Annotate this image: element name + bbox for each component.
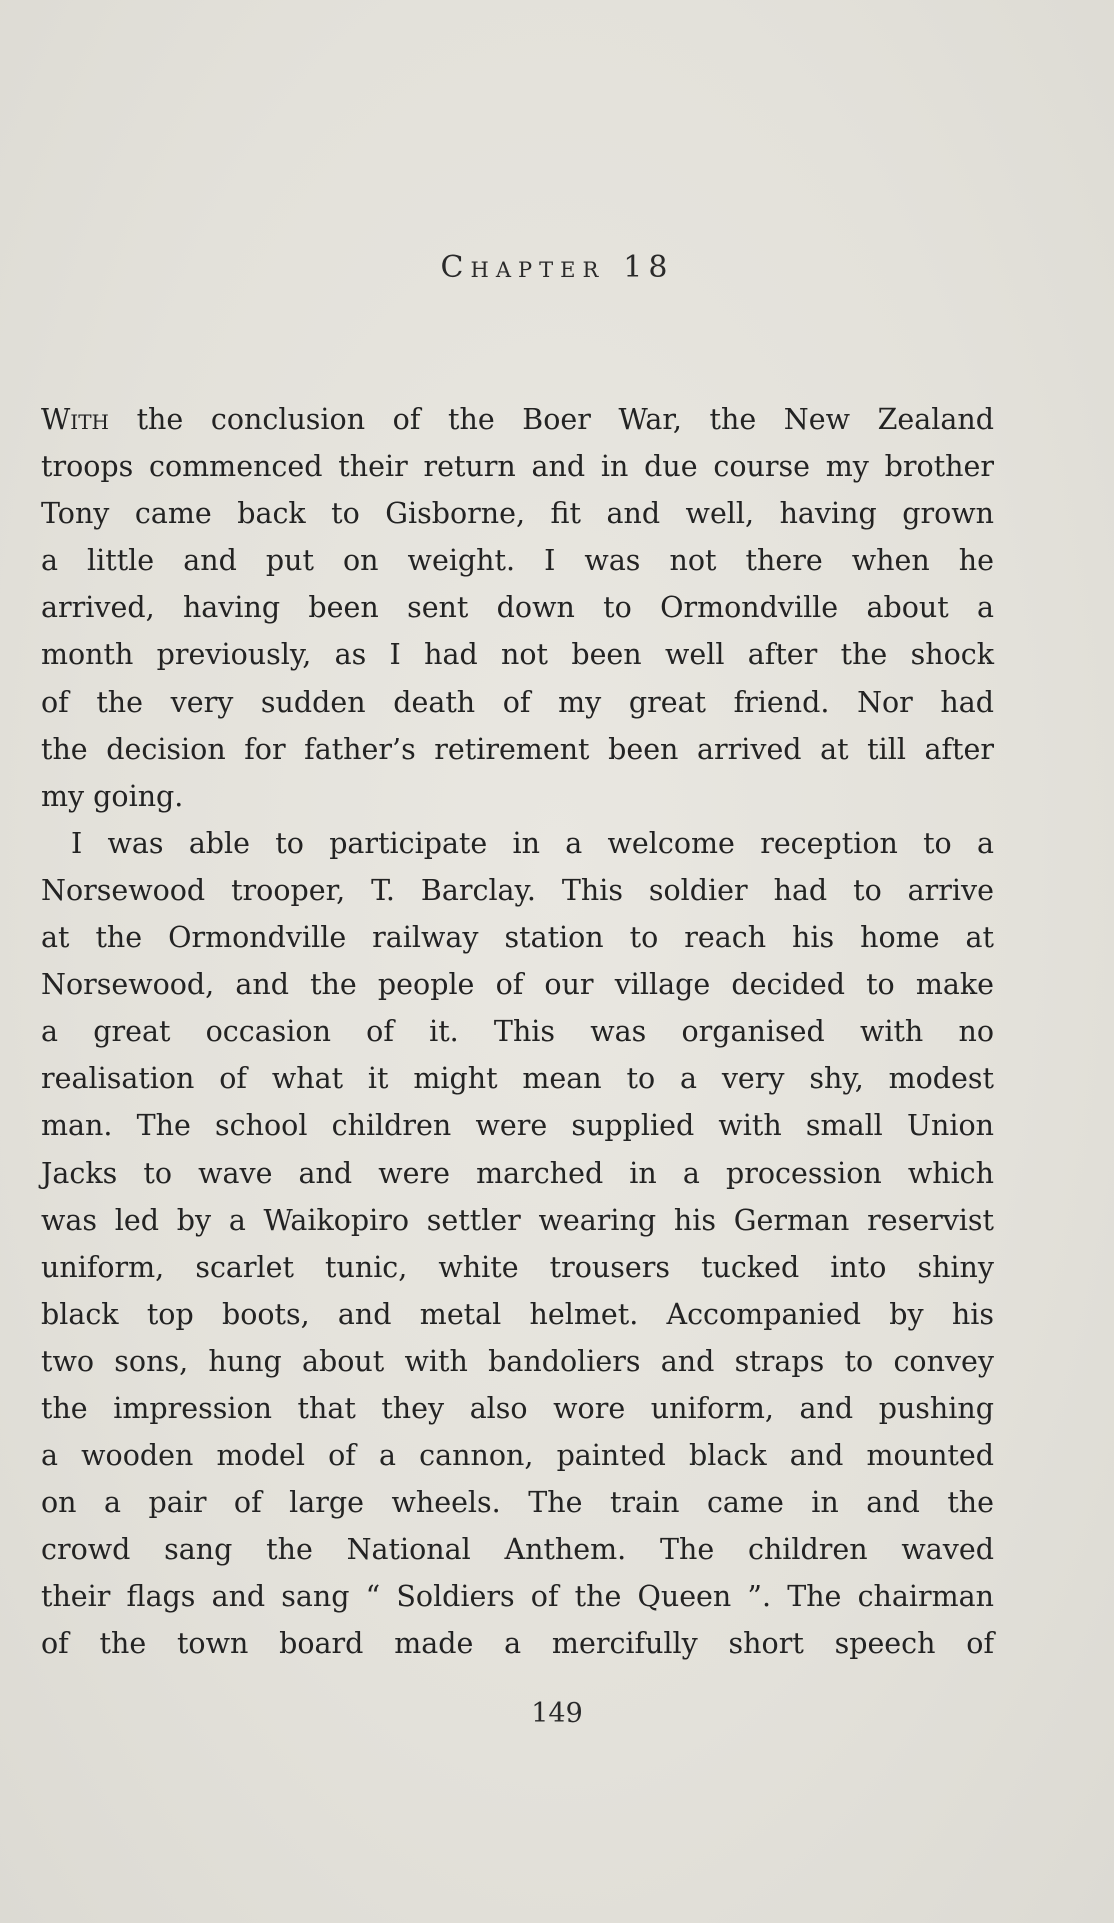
text-line: arrived, having been sent down to Ormondville about a [41,591,994,625]
text-line: Norsewood trooper, T. Barclay. This soldier had to arrive [41,873,994,907]
text-line: a great occasion of it. This was organised with no [41,1015,994,1049]
text-line: month previously, as I had not been well after the shock [41,638,994,672]
body-text [41,396,994,1668]
text-line: uniform, scarlet tunic, white trousers tucked into shiny [41,1250,994,1284]
text-line: Jacks to wave and were marched in a procession which [41,1156,994,1190]
text-line: crowd sang the National Anthem. The children waved [41,1533,994,1567]
text-line: two sons, hung about with bandoliers and straps to convey [41,1344,994,1378]
text-line: was led by a Waikopiro settler wearing his German reservist [41,1203,994,1237]
text-line: the decision for father’s retirement been arrived at till after [41,732,994,766]
chapter-label: Chapter [440,250,606,285]
text-line: their flags and sang “ Soldiers of the Queen ”. The chairman [41,1580,994,1614]
chapter-number: 18 [623,250,674,285]
chapter-heading [0,250,1114,285]
opening-word: With [41,403,109,436]
text-line: With the conclusion of the Boer War, the New Zealand [41,403,994,436]
text-line: of the very sudden death of my great friend. Nor had [41,685,994,719]
text-line: on a pair of large wheels. The train came in and the [41,1486,994,1520]
text-line: Tony came back to Gisborne, fit and well, having grown [41,497,994,531]
text-line: the impression that they also wore uniform, and pushing [41,1391,994,1425]
text-line: troops commenced their return and in due course my brother [41,450,994,484]
text-line: black top boots, and metal helmet. Accompanied by his [41,1297,994,1331]
text-line: I was able to participate in a welcome reception to a [71,826,994,860]
text-line: realisation of what it might mean to a very shy, modest [41,1062,994,1096]
text-line: of the town board made a mercifully short speech of [41,1627,994,1661]
text-line: a wooden model of a cannon, painted black and mounted [41,1439,994,1473]
text-line: my going. [41,779,184,813]
text-line: man. The school children were supplied with small Union [41,1109,994,1143]
text-line: Norsewood, and the people of our village decided to make [41,968,994,1002]
text-line: at the Ormondville railway station to reach his home at [41,921,994,955]
text-line: a little and put on weight. I was not there when he [41,544,994,578]
page-number: 149 [531,1698,583,1729]
